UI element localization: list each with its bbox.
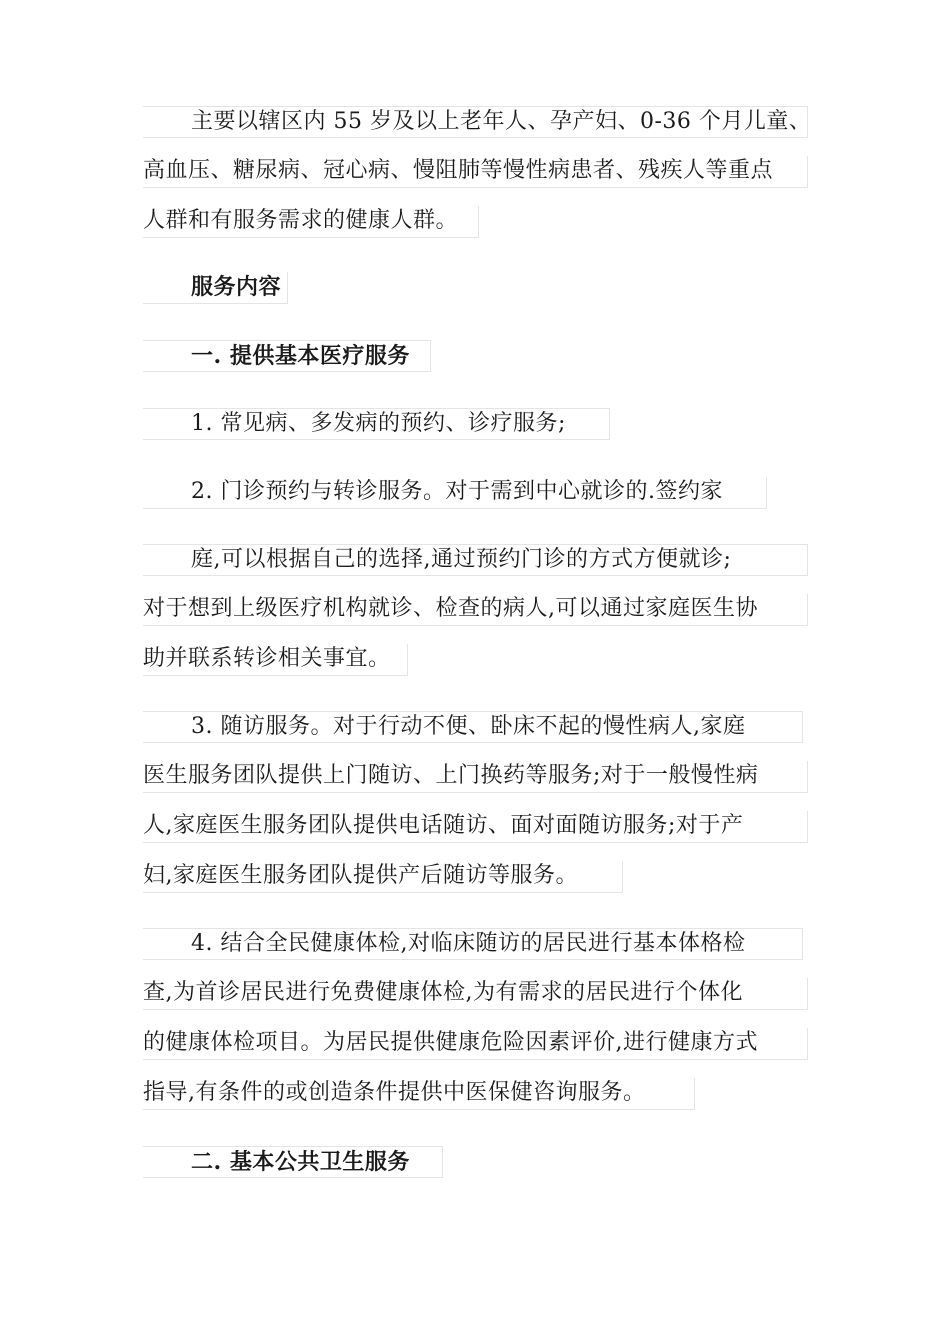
item-2-line-3: 对于想到上级医疗机构就诊、检查的病人,可以通过家庭医生协: [143, 594, 808, 626]
item-3-line-1: 3. 随访服务。对于行动不便、卧床不起的慢性病人,家庭: [143, 711, 803, 743]
section-one-title: 一. 提供基本医疗服务: [143, 340, 431, 372]
item-1-text: 1. 常见病、多发病的预约、诊疗服务;: [143, 408, 610, 440]
section-two-title: 二. 基本公共卫生服务: [143, 1146, 443, 1178]
item-4-line-2: 查,为首诊居民进行免费健康体检,为有需求的居民进行个体化: [143, 978, 808, 1010]
item-4-line-3: 的健康体检项目。为居民提供健康危险因素评价,进行健康方式: [143, 1028, 808, 1060]
intro-line-1: 主要以辖区内 55 岁及以上老年人、孕产妇、0-36 个月儿童、: [143, 106, 808, 138]
item-3-line-3: 人,家庭医生服务团队提供电话随访、面对面随访服务;对于产: [143, 811, 808, 843]
heading-service-content: 服务内容: [143, 272, 288, 304]
item-2-line-1: 2. 门诊预约与转诊服务。对于需到中心就诊的.签约家: [143, 477, 767, 509]
item-4-line-4: 指导,有条件的或创造条件提供中医保健咨询服务。: [143, 1078, 695, 1110]
intro-line-3: 人群和有服务需求的健康人群。: [143, 206, 479, 238]
item-2-line-4: 助并联系转诊相关事宜。: [143, 644, 408, 676]
item-3-line-2: 医生服务团队提供上门随访、上门换药等服务;对于一般慢性病: [143, 761, 808, 793]
intro-line-2: 高血压、糖尿病、冠心病、慢阻肺等慢性病患者、残疾人等重点: [143, 156, 808, 188]
item-2-line-2: 庭,可以根据自己的选择,通过预约门诊的方式方便就诊;: [143, 544, 808, 576]
item-3-line-4: 妇,家庭医生服务团队提供产后随访等服务。: [143, 861, 623, 893]
item-4-line-1: 4. 结合全民健康体检,对临床随访的居民进行基本体格检: [143, 928, 803, 960]
